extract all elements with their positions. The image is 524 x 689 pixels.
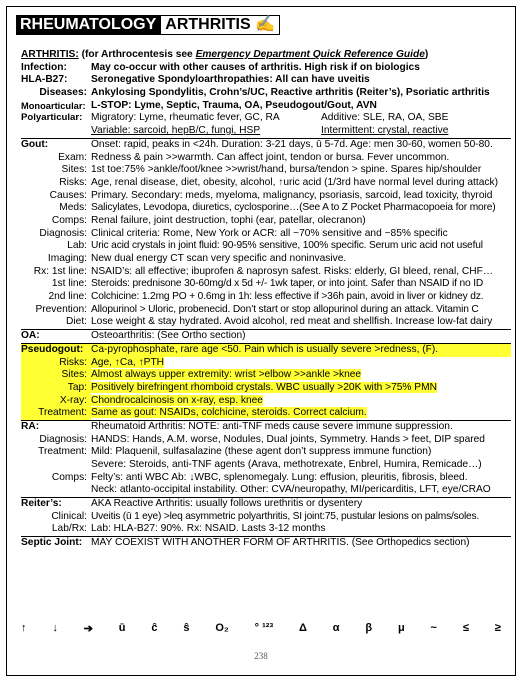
symbol-glyph: ŝ — [183, 622, 190, 634]
row-text: Steroids: prednisone 30-60mg/d x 5d +/- 1wk taper, or into joint. Safer than NSAID if no ID — [91, 278, 484, 290]
symbol-glyph: O₂ — [215, 622, 229, 634]
row-label: Diet: — [66, 316, 87, 328]
row-ra-treatment — [21, 446, 511, 459]
row-gout-causes — [21, 190, 511, 203]
row-label: Gout: — [21, 138, 49, 150]
symbol-glyph: ° ¹²³ — [254, 622, 274, 634]
row-gout-rx1 — [21, 266, 511, 279]
row-label: Meds: — [59, 202, 87, 214]
row-text: Lose weight & stay hydrated. Avoid alcohol, red meat and shellfish. Increase low-fat dairy — [91, 316, 493, 328]
row-gout-prevention — [21, 304, 511, 317]
row-label: Lab/Rx: — [51, 523, 87, 535]
row-gout-exam — [21, 152, 511, 165]
row-text: Onset: rapid, peaks in <24h. Duration: 3-21 days, ū 5-7d. Age: men 30-60, women 50-80. — [91, 138, 493, 150]
row-label: Sites: — [61, 164, 87, 176]
row-polyarticular — [21, 112, 511, 125]
symbol-glyph: ↑ — [21, 622, 27, 634]
row-label: Infection: — [21, 61, 67, 73]
row-pseudogout-treatment — [21, 407, 511, 420]
row-label: Comps: — [51, 471, 87, 483]
row-text: Lab: HLA-B27: 90%. Rx: NSAID. Lasts 3-12 months — [91, 523, 326, 535]
row-ra — [21, 420, 511, 434]
row-pseudogout-risks — [21, 357, 511, 370]
symbol-glyph: ➔ — [83, 623, 93, 635]
symbol-glyph: β — [365, 622, 373, 634]
symbol-glyph: ū — [118, 622, 126, 634]
row-reiters-clinical — [21, 511, 511, 524]
row-text: Felty’s: anti WBC Ab: ↓WBC, splenomegaly. Lung: effusion, pleuritis, fibrosis, bleed. — [91, 471, 468, 483]
row-oa — [21, 329, 511, 343]
guide-reference: Emergency Department Quick Reference Guide — [195, 49, 425, 60]
row-label: Pseudogout: — [21, 343, 84, 355]
row-text: Almost always upper extremity: wrist >elbow >>ankle >knee — [91, 369, 362, 381]
row-pseudogout-tap — [21, 382, 511, 395]
row-label: Treatment: — [38, 446, 87, 458]
row-text: Rheumatoid Arthritis: NOTE: anti-TNF meds cause severe immune suppression. — [91, 420, 453, 432]
row-gout-diet — [21, 316, 511, 329]
page-header — [16, 15, 280, 35]
row-label: X-ray: — [21, 395, 91, 408]
row-gout-rx2 — [21, 291, 511, 304]
row-pseudogout — [21, 343, 511, 357]
row-gout-imaging — [21, 253, 511, 266]
row-text: AKA Reactive Arthritis: usually follows urethritis or dysentery — [91, 498, 363, 510]
symbol-glyph: ≥ — [494, 622, 501, 634]
intro-line — [21, 49, 511, 62]
symbol-glyph: ~ — [430, 622, 437, 634]
row-text: May co-occur with other causes of arthritis. High risk if on biologics — [91, 61, 420, 73]
row-label: Imaging: — [47, 253, 87, 264]
row-text: Same as gout: NSAIDs, colchicine, steroids. Correct calcium. — [91, 407, 367, 419]
row-pseudogout-xray — [21, 395, 511, 408]
row-label: Rx: 1st line: — [33, 265, 87, 277]
row-gout-lab — [21, 240, 511, 253]
row-gout — [21, 138, 511, 152]
row-text: New dual energy CT scan very specific and noninvasive. — [91, 253, 347, 264]
row-infection — [21, 62, 511, 75]
row-text: Clinical criteria: Rome, New York or ACR: all ~70% sensitive and ~85% specific — [91, 227, 448, 239]
row-text: NSAID’s: all effective; ibuprofen & naprosyn safest. Risks: elderly, GI bleed, renal, CHF… — [91, 265, 494, 277]
row-label: Clinical: — [51, 510, 87, 522]
row-text: Age, renal disease, diet, obesity, alcohol, ↑uric acid (1/3rd have normal level during attack) — [91, 176, 498, 188]
row-text: Uveitis (ū 1 eye) >leq asymmetric polyarthritis, SI joint:75, pustular lesions on palms/soles. — [91, 510, 480, 522]
row-text: Chondrocalcinosis on x-ray, esp. knee — [91, 394, 263, 406]
intro-label: ARTHRITIS: — [21, 49, 79, 60]
row-polyarticular-2 — [21, 125, 511, 138]
row-reiters-labrx — [21, 523, 511, 536]
row-label: 1st line: — [51, 278, 87, 290]
row-text: L-STOP: Lyme, Septic, Trauma, OA, Pseudogout/Gout, AVN — [91, 99, 377, 111]
symbol-glyph: Δ — [298, 622, 307, 634]
row-gout-meds — [21, 202, 511, 215]
row-text: HANDS: Hands, A.M. worse, Nodules, Dual joints, Symmetry. Hands > feet, DIP spared — [91, 433, 485, 445]
row-label: Polyarticular: — [21, 112, 83, 124]
symbol-glyph: μ — [397, 622, 405, 634]
row-ra-diagnosis — [21, 434, 511, 447]
row-label: RA: — [21, 420, 40, 432]
row-monoarticular — [21, 100, 511, 113]
row-text: Osteoarthritis: (See Ortho section) — [91, 330, 246, 342]
symbol-glyph: ≤ — [462, 622, 469, 634]
row-text: Mild: Plaquenil, sulfasalazine (these agent don’t suppress immune function) — [91, 446, 432, 458]
row-hla-b27 — [21, 74, 511, 87]
row-text: MAY COEXIST WITH ANOTHER FORM OF ARTHRITIS. (See Orthopedics section) — [91, 537, 470, 549]
intro-text: (for Arthrocentesis see — [78, 49, 196, 60]
row-text: Neck: atlanto-occipital instability. Other: CVA/neuropathy, MI/pericarditis, LFT, eye/CRAO — [91, 484, 491, 496]
row-text: 1st toe:75% >ankle/foot/knee >>wrist/hand, bursa/tendon > spine. Spares hip/shoulder — [91, 164, 482, 176]
row-ra-comps-2 — [21, 484, 511, 497]
polyarticular-additive: Additive: SLE, RA, OA, SBE — [321, 112, 449, 124]
row-label: Reiter’s: — [21, 498, 62, 510]
row-text: Seronegative Spondyloarthropathies: All can have uveitis — [91, 74, 370, 86]
row-text: Redness & pain >>warmth. Can affect joint, tendon or bursa. Fever uncommon. — [91, 151, 450, 163]
symbol-glyph: ↓ — [52, 622, 58, 634]
row-label: 2nd line: — [48, 291, 87, 303]
row-gout-risks — [21, 177, 511, 190]
symbol-row — [21, 622, 501, 635]
page-title: ARTHRITIS ✍ — [160, 15, 280, 35]
row-label: Monoarticular: — [21, 100, 86, 111]
row-label: OA: — [21, 330, 40, 342]
row-label — [21, 459, 91, 472]
row-label: Prevention: — [35, 303, 87, 315]
row-text: Salicylates, Levodopa, diuretics, cyclosporine…(See A to Z Pocket Pharmacopoeia for more) — [91, 202, 496, 214]
row-text: Renal failure, joint destruction, tophi (ear, patellar, olecranon) — [91, 214, 366, 226]
row-text: Uric acid crystals in joint fluid: 90-95% sensitive, 100% specific. Serum uric acid not useful — [91, 240, 483, 252]
row-label: Risks: — [59, 176, 87, 188]
row-gout-diagnosis — [21, 228, 511, 241]
row-gout-rx1b — [21, 278, 511, 291]
row-label: Sites: — [21, 369, 91, 382]
row-label: HLA-B27: — [21, 74, 68, 86]
row-gout-comps — [21, 215, 511, 228]
polyarticular-migratory: Migratory: Lyme, rheumatic fever, GC, RA — [91, 112, 280, 124]
section-tab: RHEUMATOLOGY — [16, 15, 160, 35]
row-text: Positively birefringent rhomboid crystals. WBC usually >20K with >75% PMN — [91, 381, 437, 393]
row-label: Exam: — [58, 151, 87, 163]
symbol-glyph: α — [332, 622, 340, 634]
row-text: Ankylosing Spondylitis, Crohn’s/UC, Reactive arthritis (Reiter’s), Psoriatic arthritis — [91, 87, 490, 99]
row-ra-comps — [21, 472, 511, 485]
row-label: Lab: — [67, 240, 87, 252]
symbol-glyph: ĉ — [151, 622, 158, 634]
row-pseudogout-sites — [21, 369, 511, 382]
row-label: Comps: — [51, 214, 87, 226]
row-text: Colchicine: 1.2mg PO + 0.6mg in 1h: less effective if >36h pain, avoid in liver or kidney dz. — [91, 291, 484, 303]
polyarticular-variable: Variable: sarcoid, hepB/C, fungi, HSP — [91, 125, 261, 137]
row-label — [21, 125, 91, 138]
intro-close: ) — [424, 49, 429, 60]
row-label — [21, 484, 91, 497]
row-label: Diseases: — [39, 87, 87, 99]
row-diseases — [21, 87, 511, 100]
row-label: Septic Joint: — [21, 537, 83, 549]
row-gout-sites — [21, 164, 511, 177]
content-rows — [21, 49, 511, 550]
polyarticular-intermittent: Intermittent: crystal, reactive — [321, 125, 449, 137]
row-label: Risks: — [21, 357, 91, 370]
row-label: Diagnosis: — [39, 227, 87, 239]
row-label: Tap: — [21, 382, 91, 395]
page-number: 238 — [254, 651, 268, 661]
row-text: Ca-pyrophosphate, rare age <50. Pain which is usually severe >redness, (F). — [91, 343, 439, 355]
row-text: Severe: Steroids, anti-TNF agents (Arava, methotrexate, Enbrel, Humira, Remicade…) — [91, 459, 482, 470]
row-reiters — [21, 497, 511, 511]
row-text: Age, ↑Ca, ↑PTH — [91, 356, 165, 368]
row-ra-treatment-2 — [21, 459, 511, 472]
reference-page — [6, 6, 516, 676]
row-text: Primary. Secondary: meds, myeloma, malignancy, psoriasis, sarcoid, lead toxicity, thyroid — [91, 189, 493, 201]
row-label: Treatment: — [21, 407, 91, 420]
row-label: Causes: — [49, 189, 87, 201]
row-septic-joint — [21, 536, 511, 550]
row-label: Diagnosis: — [39, 433, 87, 445]
row-text: Allopurinol > Uloric, probenecid. Don’t start or stop allopurinol during an attack. Vitamin C — [91, 303, 479, 315]
